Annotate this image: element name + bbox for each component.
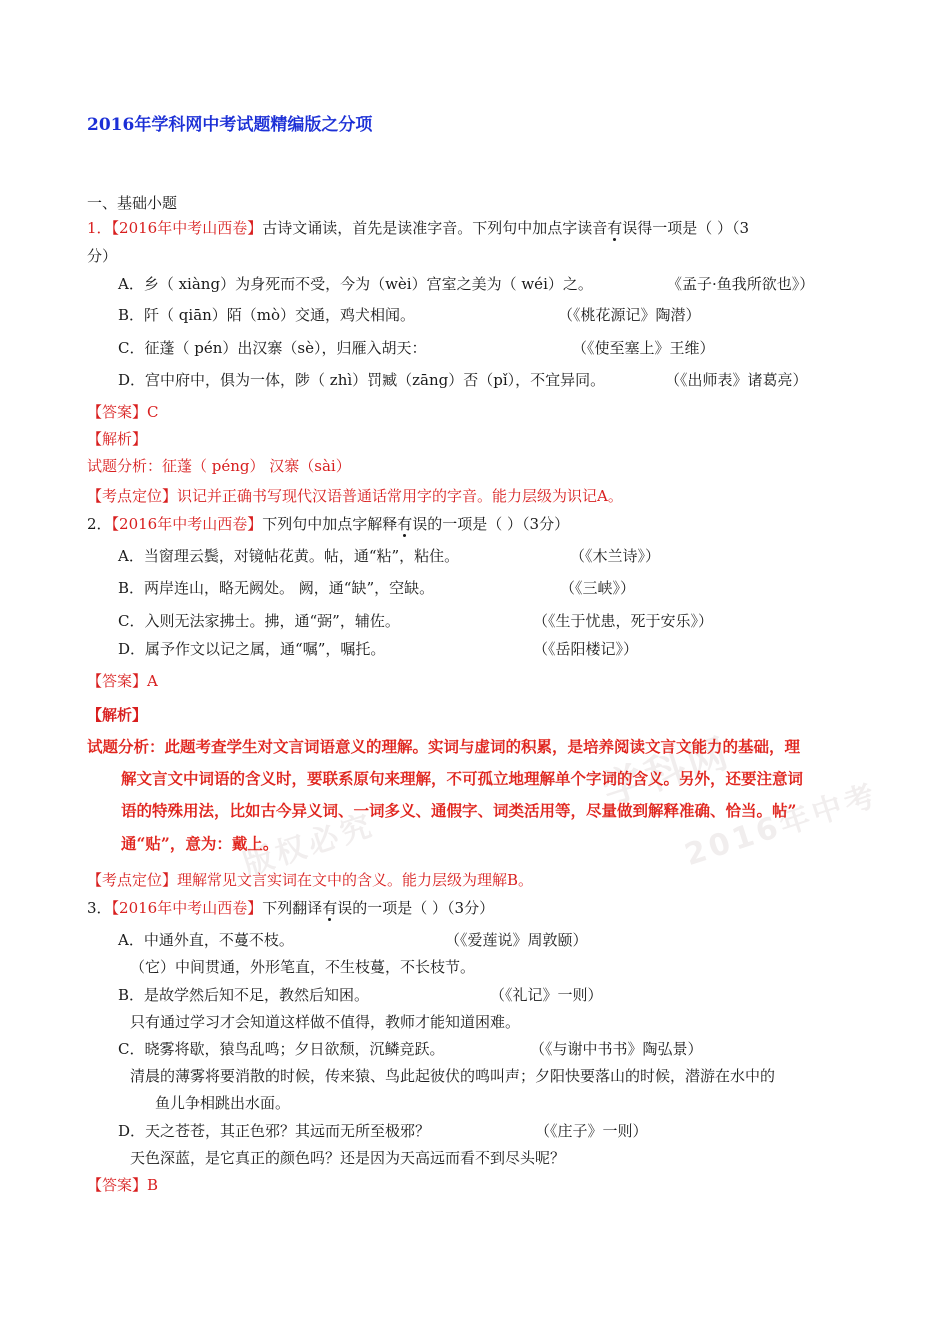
q3-option-c-translation-2: 鱼儿争相跳出水面。 — [155, 1094, 291, 1112]
q2-stem-a: 下列句中加点字解释 — [262, 515, 398, 533]
q2-point: 【考点定位】理解常见文言实词在文中的含义。能力层级为理解B。 — [87, 871, 534, 889]
q3-option-c-source: （《与谢中书书》陶弘景） — [530, 1040, 703, 1058]
q1-tag: 【2016年中考山西卷】 — [111, 219, 263, 237]
q1-option-a-source: 《孟子·鱼我所欲也》） — [667, 275, 815, 293]
watermark-line2: 2016年中考 — [680, 777, 884, 874]
q3-option-d-translation: 天色深蓝，是它真正的颜色吗？还是因为天高远而看不到尽头呢？ — [130, 1149, 566, 1167]
q2-option-d: D．属予作文以记之属，通“嘱”，嘱托。 — [118, 640, 386, 658]
q2-analysis-line-2: 解文言文中词语的含义时，要联系原句来理解，不可孤立地理解单个字词的含义。另外，还要注意词 — [121, 769, 804, 788]
q2-stem-dot: 有 — [397, 515, 413, 533]
q2-option-d-source: （《岳阳楼记》） — [533, 640, 639, 658]
q1-stem — [87, 218, 749, 238]
q1-stem-cont: 分） — [87, 247, 118, 265]
q1-analysis: 试题分析：征蓬（ péng） 汉寨（sài） — [87, 457, 351, 475]
q3-stem-a: 下列翻译 — [262, 899, 323, 917]
q1-analysis-heading: 【解析】 — [87, 430, 148, 448]
doc-title: 2016年学科网中考试题精编版之分项 — [87, 115, 373, 135]
q1-option-b: B．阡（ qiān）陌（mò）交通，鸡犬相闻。 — [118, 306, 416, 324]
q1-stem-dot: 有 — [607, 219, 623, 237]
q3-option-d-source: （《庄子》一则） — [535, 1122, 648, 1140]
watermark-line3: 版权必究 — [239, 807, 380, 883]
q3-option-c: C．晓雾将歇，猿鸟乱鸣；夕日欲颓，沉鳞竞跃。 — [118, 1040, 445, 1058]
q3-option-a-translation: （它）中间贯通，外形笔直，不生枝蔓，不长枝节。 — [130, 958, 476, 976]
q1-stem-b: 误得一项是（ ）（3 — [622, 219, 750, 237]
q3-stem-b: 误的一项是（ ）（3分） — [337, 899, 495, 917]
q1-point: 【考点定位】识记并正确书写现代汉语普通话常用字的字音。能力层级为识记A。 — [87, 487, 623, 505]
q2-stem-b: 误的一项是（ ）（3分） — [412, 515, 570, 533]
q2-analysis-heading: 【解析】 — [87, 706, 148, 724]
q1-option-b-source: （《桃花源记》陶潜） — [558, 306, 701, 324]
q1-option-d: D．宫中府中，俱为一体，陟（ zhì）罚臧（zāng）否（pǐ），不宜异同。 — [118, 371, 606, 389]
q1-answer: 【答案】C — [87, 403, 159, 421]
q2-answer: 【答案】A — [87, 672, 158, 690]
q3-option-a-source: （《爱莲说》周敦颐） — [445, 931, 588, 949]
q3-option-b-translation: 只有通过学习才会知道这样做不值得，教师才能知道困难。 — [130, 1013, 521, 1031]
q3-tag: 【2016年中考山西卷】 — [111, 899, 263, 917]
q3-stem — [87, 898, 494, 918]
q3-num: 3． — [87, 899, 112, 917]
q1-option-a: A．乡（ xiàng）为身死而不受，今为（wèi）宫室之美为（ wéi）之。 — [118, 275, 593, 293]
q2-option-a-source: （《木兰诗》） — [570, 547, 661, 565]
q2-option-b-source: （《三峡》） — [560, 579, 636, 597]
q3-option-c-translation-1: 清晨的薄雾将要消散的时候，传来猿、鸟此起彼伏的鸣叫声；夕阳快要落山的时候，潜游在水中的 — [130, 1067, 776, 1085]
q3-stem-dot: 有 — [322, 899, 338, 917]
q3-option-b: B．是故学然后知不足，教然后知困。 — [118, 986, 370, 1004]
q1-num: 1． — [87, 219, 112, 237]
q1-stem-a: 古诗文诵读，首先是读准字音。下列句中加点字读音 — [262, 219, 608, 237]
q1-option-c-source: （《使至塞上》王维） — [572, 339, 715, 357]
q3-option-b-source: （《礼记》一则） — [490, 986, 603, 1004]
q3-option-d: D．天之苍苍，其正色邪？其远而无所至极邪？ — [118, 1122, 431, 1140]
section-heading: 一、基础小题 — [87, 194, 178, 212]
q3-answer: 【答案】B — [87, 1176, 159, 1194]
q3-option-a: A．中通外直，不蔓不枝。 — [118, 931, 294, 949]
q2-stem — [87, 514, 569, 534]
q2-option-c: C．入则无法家拂士。拂，通“弼”，辅佐。 — [118, 612, 400, 630]
q2-analysis-line-4: 通“贴”，意为：戴上。 — [121, 834, 279, 853]
q1-option-d-source: （《出师表》诸葛亮） — [665, 371, 808, 389]
q2-analysis-line-3: 语的特殊用法，比如古今异义词、一词多义、通假字、词类活用等，尽量做到解释准确、恰当。帖” — [121, 801, 797, 820]
q2-analysis-line-1: 试题分析：此题考查学生对文言词语意义的理解。实词与虚词的积累，是培养阅读文言文能力的基础，理 — [87, 737, 801, 756]
q2-option-b: B．两岸连山，略无阙处。 阙，通“缺”，空缺。 — [118, 579, 435, 597]
q2-option-a: A．当窗理云鬓，对镜帖花黄。帖，通“粘”，粘住。 — [118, 547, 460, 565]
q1-option-c: C．征蓬（ pén）出汉寨（sè），归雁入胡天： — [118, 339, 427, 357]
watermark-line1: 学科网 — [597, 729, 737, 815]
q2-num: 2． — [87, 515, 112, 533]
q2-option-c-source: （《生于忧患，死于安乐》） — [533, 612, 714, 630]
q2-tag: 【2016年中考山西卷】 — [111, 515, 263, 533]
